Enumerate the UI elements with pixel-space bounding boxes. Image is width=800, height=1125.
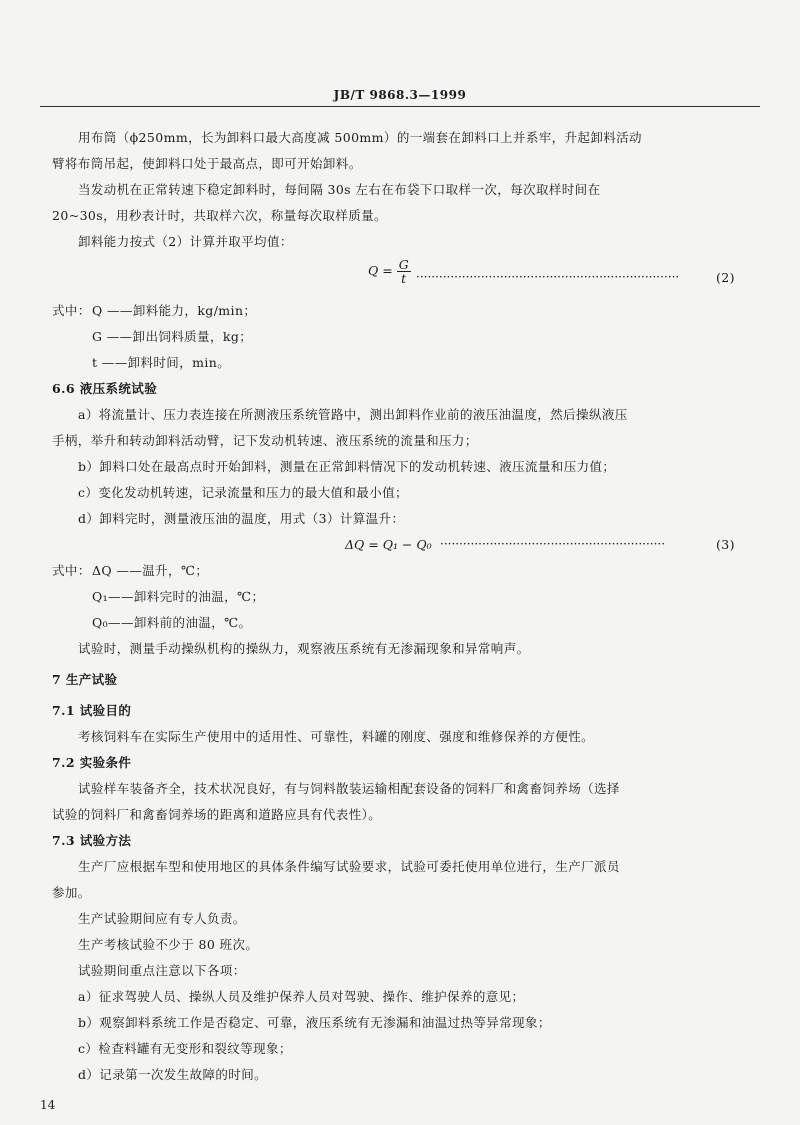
paragraph-line: 当发动机在正常转速下稳定卸料时，每间隔 30s 左右在布袋下口取样一次，每次取样时间在	[78, 182, 601, 197]
paragraph-line: 卸料能力按式（2）计算并取平均值：	[78, 234, 293, 249]
eq2-lhs: Q =	[368, 263, 393, 278]
eq2-numerator: G	[398, 257, 409, 272]
var-g: G ——卸出饲料质量，kg；	[92, 329, 253, 344]
section-7-3-title: 7.3 试验方法	[52, 833, 132, 848]
var-t: t ——卸料时间，min。	[92, 355, 231, 370]
paragraph-line: 试验期间重点注意以下各项：	[78, 963, 246, 978]
eq2-leader-dots: ·····································································	[416, 270, 680, 284]
where-label: 式中：	[52, 303, 91, 318]
page-number: 14	[40, 1098, 56, 1112]
eq3-number: (3)	[716, 537, 735, 552]
paragraph-line: 试验样车装备齐全，技术状况良好，有与饲料散装运输相配套设备的饲料厂和禽畜饲养场（选择	[78, 781, 620, 796]
section-6-6-title: 6.6 液压系统试验	[52, 381, 158, 396]
equation-2	[368, 258, 411, 285]
item-c: c）变化发动机转速，记录流量和压力的最大值和最小值；	[78, 485, 408, 500]
item-a-line: a）将流量计、压力表连接在所测液压系统管路中，测出卸料作业前的液压油温度，然后操纵液压	[78, 407, 628, 422]
item-a-line: 手柄，举升和转动卸料活动臂，记下发动机转速、液压系统的流量和压力；	[52, 433, 478, 448]
standard-header: JB/T 9868.3—1999	[333, 88, 467, 102]
var-delta-q: ΔQ ——温升，℃；	[92, 563, 209, 578]
item-b: b）卸料口处在最高点时开始卸料，测量在正常卸料情况下的发动机转速、液压流量和压力值；	[78, 459, 616, 474]
list-item: c）检查料罐有无变形和裂纹等现象；	[78, 1041, 292, 1056]
section-7-2-title: 7.2 实验条件	[52, 755, 132, 770]
paragraph-line: 试验时，测量手动操纵机构的操纵力，观察液压系统有无渗漏现象和异常响声。	[78, 641, 530, 656]
list-item: b）观察卸料系统工作是否稳定、可靠，液压系统有无渗漏和油温过热等异常现象；	[78, 1015, 551, 1030]
paragraph-line: 生产试验期间应有专人负责。	[78, 911, 246, 926]
item-d: d）卸料完时，测量液压油的温度，用式（3）计算温升：	[78, 511, 405, 526]
eq2-number: (2)	[716, 270, 735, 285]
eq2-denominator: t	[401, 271, 407, 286]
section-7-title: 7 生产试验	[52, 672, 118, 687]
equation-3: ΔQ = Q₁ − Q₀	[345, 537, 432, 552]
eq2-fraction	[397, 258, 411, 285]
list-item: a）征求驾驶人员、操纵人员及维护保养人员对驾驶、操作、维护保养的意见；	[78, 989, 525, 1004]
paragraph-line: 参加。	[52, 885, 91, 900]
paragraph-line: 生产厂应根据车型和使用地区的具体条件编写试验要求，试验可委托使用单位进行，生产厂派员	[78, 859, 620, 874]
paragraph-line: 考核饲料车在实际生产使用中的适用性、可靠性，料罐的刚度、强度和维修保养的方便性。	[78, 729, 595, 744]
var-q: Q ——卸料能力，kg/min；	[92, 303, 257, 318]
paragraph-line: 20~30s，用秒表计时，共取样六次，称量每次取样质量。	[52, 208, 387, 223]
list-item: d）记录第一次发生故障的时间。	[78, 1067, 268, 1082]
paragraph-line: 臂将布筒吊起，使卸料口处于最高点，即可开始卸料。	[52, 156, 362, 171]
eq3-leader-dots: ···························································	[440, 537, 666, 551]
paragraph-line: 试验的饲料厂和禽畜饲养场的距离和道路应具有代表性）。	[52, 807, 382, 822]
var-q0: Q₀——卸料前的油温，℃。	[92, 615, 252, 630]
var-q1: Q₁——卸料完时的油温，℃；	[92, 589, 265, 604]
header-rule	[40, 106, 760, 107]
paragraph-line: 生产考核试验不少于 80 班次。	[78, 937, 259, 952]
paragraph-line: 用布筒（ϕ250mm，长为卸料口最大高度减 500mm）的一端套在卸料口上并系牢，升起卸料活动	[78, 130, 642, 145]
section-7-1-title: 7.1 试验目的	[52, 703, 132, 718]
where-label: 式中：	[52, 563, 91, 578]
